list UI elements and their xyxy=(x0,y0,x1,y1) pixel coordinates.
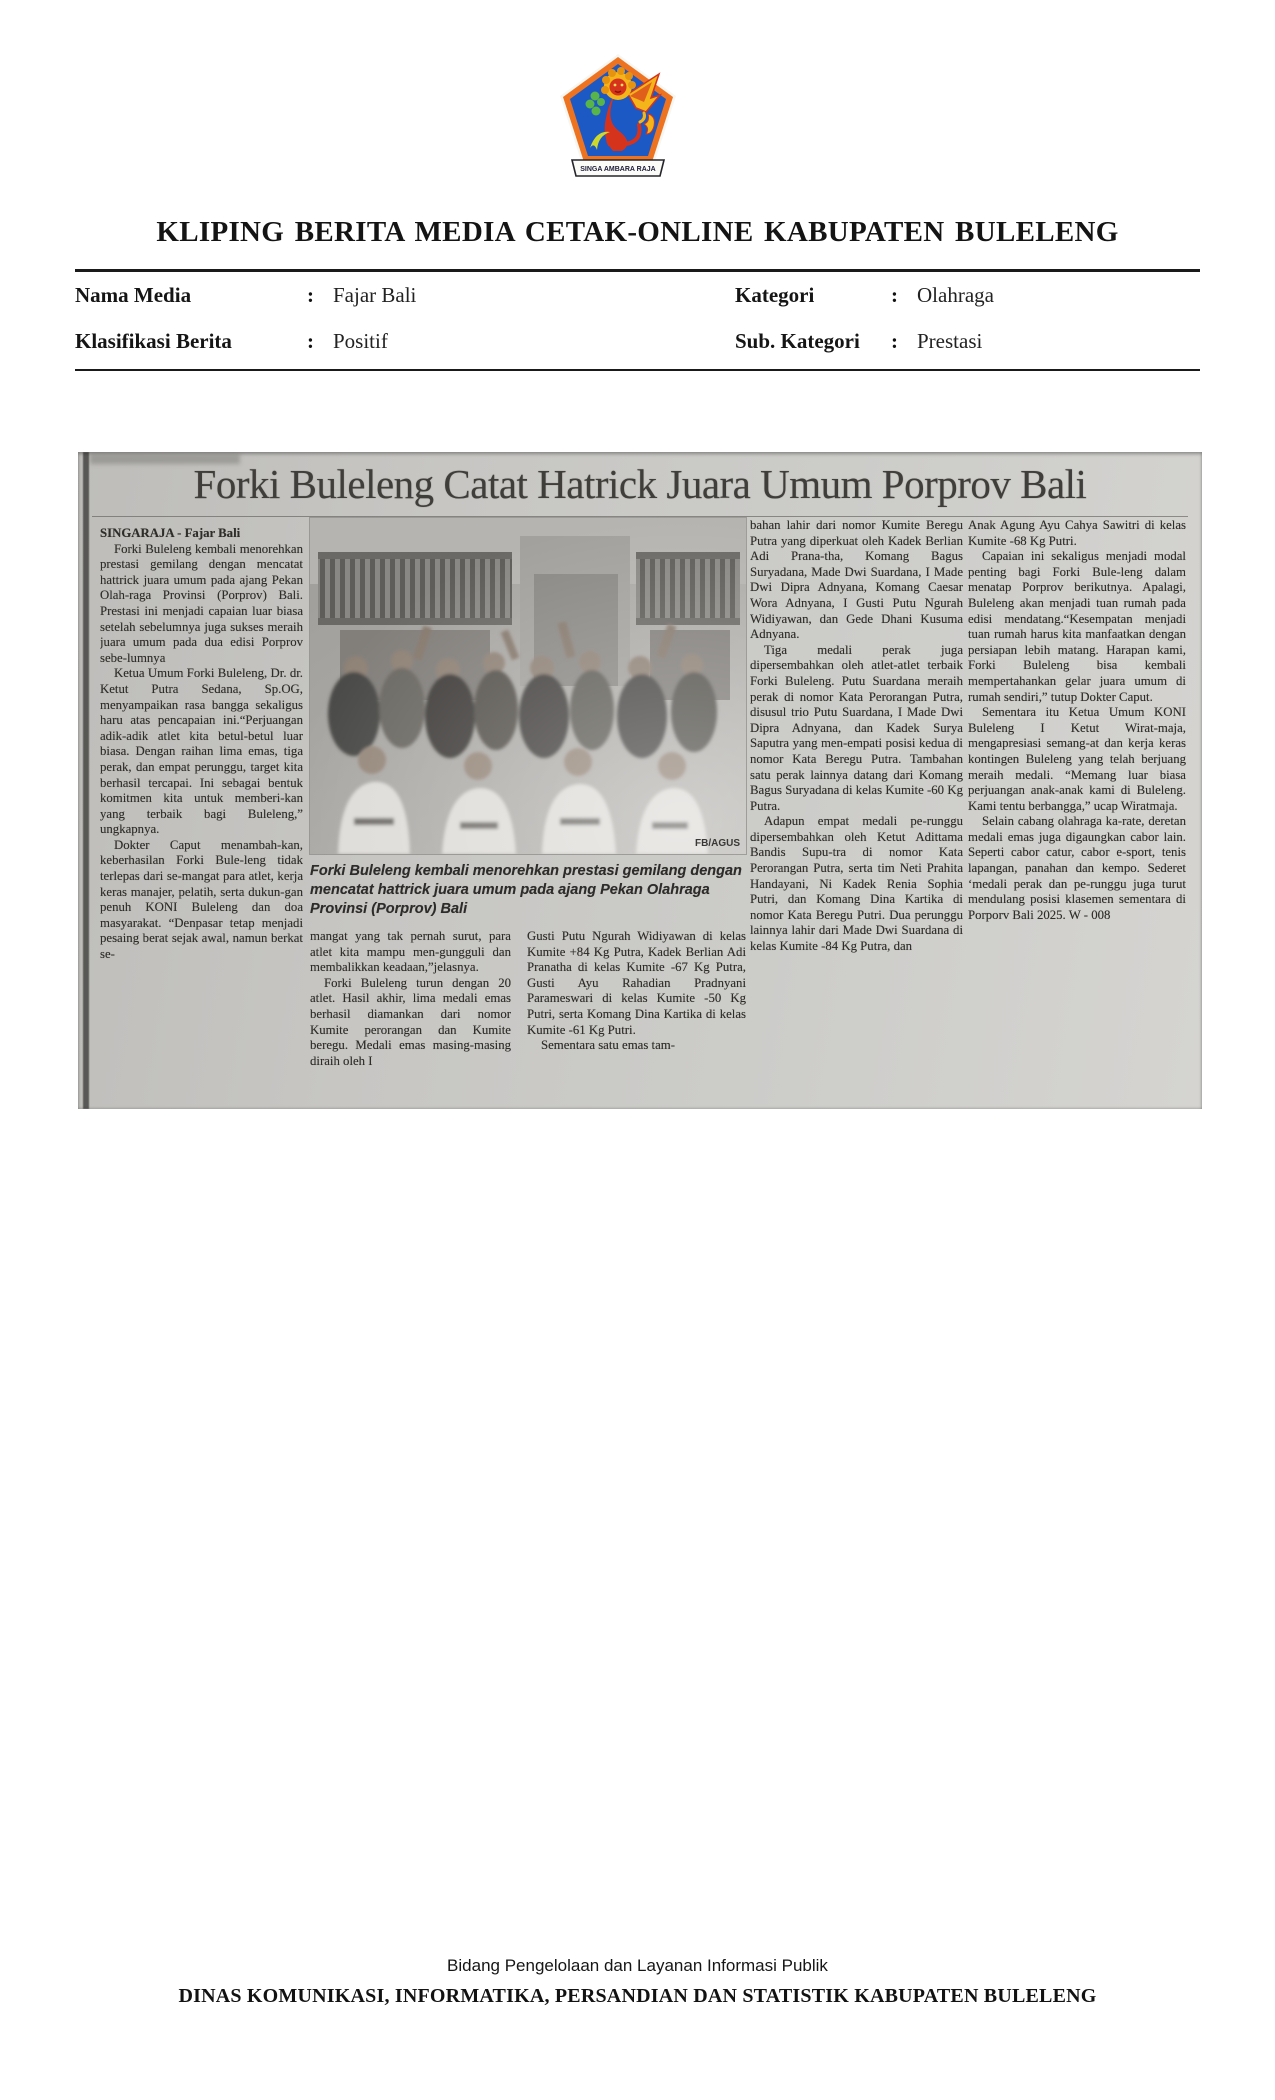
buleleng-regency-logo xyxy=(556,52,680,192)
article-column-4 xyxy=(750,518,963,1102)
article-photo xyxy=(310,518,746,854)
meta-colon: : xyxy=(307,283,314,307)
paragraph: Dokter Caput menambah-kan, keberhasilan Forki Bule-leng tidak terlepas dari se-mangat para atlet, kerja keras manajer, pelatih, serta dukun-gan penuh KONI Buleleng dan doa masyarakat. “Denpasar tetap menjadi pesaing berat sejak awal, namun berkat se- xyxy=(100,837,303,962)
meta-row-2 xyxy=(75,329,1200,363)
meta-nama-media xyxy=(75,283,735,317)
paragraph: Sementara satu emas tam- xyxy=(541,1038,675,1053)
meta-value: Prestasi xyxy=(917,329,983,353)
article-column-1 xyxy=(100,526,303,1102)
divider-top xyxy=(75,269,1200,272)
meta-colon: : xyxy=(307,329,314,353)
newspaper-clipping-scan xyxy=(78,452,1202,1109)
footer-division-line: Bidang Pengelolaan dan Layanan Informasi Publik xyxy=(447,1956,828,1975)
photo-caption: Forki Buleleng kembali menorehkan prestasi gemilang dengan mencatat hattrick juara umum pada ajang Pekan Olahraga Provinsi (Porprov) Bali xyxy=(310,863,742,917)
meta-value: Fajar Bali xyxy=(333,283,417,307)
meta-value: Olahraga xyxy=(917,283,994,307)
paragraph: Gusti Putu Ngurah Widiyawan di kelas Kumite +84 Kg Putra, Kadek Berlian Adi Pranatha di kelas Kumite -67 Kg Putra, Gusti Ayu Rahadian Pradnyani Parameswari di kelas Kumite -50 Kg Putri, serta Komang Dina Kartika di kelas Kumite -61 Kg Putri. xyxy=(527,929,746,1037)
meta-value: Positif xyxy=(333,329,388,353)
article-dateline: SINGARAJA - Fajar Bali xyxy=(100,526,241,540)
logo-banner-ribbon xyxy=(572,160,664,176)
divider-meta-bottom xyxy=(75,369,1200,371)
meta-klasifikasi xyxy=(75,329,735,363)
headline-rule xyxy=(92,516,1188,517)
article-column-2 xyxy=(310,929,511,1101)
meta-label: Kategori xyxy=(735,283,815,307)
paragraph: mangat yang tak pernah surut, para atlet kita mampu men-gungguli dan membalikkan keadaan,”jelasnya. xyxy=(310,929,511,975)
paragraph: bahan lahir dari nomor Kumite Beregu Putra yang diperkuat oleh Kadek Berlian Adi Prana-tha, Komang Bagus Suryadana, Made Dwi Suardana, I Made Dwi Dipra Adnyana, Komang Caesar Wora Adnyana, I Gusti Putu Ngurah Widiyawan, dan Gede Dhani Kusuma Adnyana. xyxy=(750,518,963,642)
meta-colon: : xyxy=(891,283,898,307)
paragraph: Tiga medali perak juga dipersembahkan oleh atlet-atlet terbaik Forki Buleleng. Putu Suardana meraih perak di nomor Kata Perorangan Putra, disusul trio Putu Suardana, I Made Dwi Dipra Adnyana, dan Kadek Surya Saputra yang men-empati posisi kedua di nomor Kata Beregu Putra. Tambahan satu perak lainnya datang dari Komang Bagus Suryadana di kelas Kumite -60 Kg Putra. xyxy=(750,642,963,813)
paragraph: Capaian ini sekaligus menjadi modal penting bagi Forki Bule-leng dalam menatap Porprov berikutnya. Apalagi, Buleleng akan menjadi tuan rumah pada edisi mendatang.“Kesempatan menjadi tuan rumah harus kita manfaatkan dengan persiapan lebih matang. Harapan kami, Forki Buleleng bisa kembali mempertahankan gelar juara umum di rumah sendiri,” tutup Dokter Caput. xyxy=(968,549,1186,704)
photo-credit: FB/AGUS xyxy=(695,838,740,849)
meta-kategori xyxy=(735,283,994,317)
karate-team-photo xyxy=(310,518,746,854)
meta-label: Nama Media xyxy=(75,283,192,307)
meta-row-1 xyxy=(75,283,1200,317)
meta-sub-kategori xyxy=(735,329,982,363)
page-title: KLIPING BERITA MEDIA CETAK-ONLINE KABUPATEN BULELENG xyxy=(156,216,1119,248)
article-column-5 xyxy=(968,518,1186,1102)
article-headline: Forki Buleleng Catat Hatrick Juara Umum Porprov Bali xyxy=(193,461,1087,507)
paragraph: Sementara itu Ketua Umum KONI Buleleng I Ketut Wirat-maja, mengapresiasi semang-at dan kerja keras kontingen Buleleng yang telah berjuang meraih medali. “Memang luar biasa perjuangan anak-anak kami di Buleleng. Kami tentu berbangga,” ucap Wiratmaja. xyxy=(968,705,1186,813)
paragraph: Forki Buleleng kembali menorehkan prestasi gemilang dengan mencatat hattrick juara umum pada ajang Pekan Olah-raga Provinsi (Porprov) Bali. Prestasi ini menjadi capaian luar biasa setelah sebelumnya juga sukses meraih juara umum pada dua edisi Porprov sebe-lumnya xyxy=(100,541,303,665)
paragraph: Adapun empat medali pe-runggu dipersembahkan oleh Ketut Adittama Bandis Supu-tra di nomor Kata Perorangan Putra, serta tim Neti Prahita Handayani, Ni Kadek Renia Sophia Putri, dan Komang Dina Kartika di nomor Kata Beregu Putri. Dua perunggu lainnya lahir dari Made Dwi Suardana di kelas Kumite -84 Kg Putra, dan xyxy=(750,814,963,954)
paragraph: Anak Agung Ayu Cahya Sawitri di kelas Kumite -68 Kg Putri. xyxy=(968,518,1186,548)
meta-label: Sub. Kategori xyxy=(735,329,860,353)
meta-colon: : xyxy=(891,329,898,353)
paragraph: Selain cabang olahraga ka-rate, deretan medali emas juga digaungkan cabor lain. Seperti cabor catur, cabor e-sport, tenis lapangan, panahan dan kempo. Sederet ‘medali perak dan pe-runggu juga turut mendulang posisi klasemen sementara di Porporv Bali 2025. W - 008 xyxy=(968,814,1186,922)
paragraph: Ketua Umum Forki Buleleng, Dr. dr. Ketut Putra Sedana, Sp.OG, menyampaikan rasa bangga sekaligus haru atas pencapaian ini.“Perjuangan adik-adik atlet kita betul-betul luar biasa. Dengan raihan lima emas, tiga perak, dan empat perunggu, target kita berhasil tercapai. Ini sebagai bentuk komitmen kita untuk memberi-kan yang terbaik bagi Buleleng,” ungkapnya. xyxy=(100,666,303,837)
meta-label: Klasifikasi Berita xyxy=(75,329,232,353)
logo-banner-text: SINGA AMBARA RAJA xyxy=(580,166,656,173)
article-column-3 xyxy=(527,929,746,1101)
paragraph: Forki Buleleng turun dengan 20 atlet. Hasil akhir, lima medali emas berhasil diamankan dari nomor Kumite perorangan dan Kumite beregu. Medali emas masing-masing diraih oleh I xyxy=(310,975,511,1068)
footer-agency-line: DINAS KOMUNIKASI, INFORMATIKA, PERSANDIAN DAN STATISTIK KABUPATEN BULELENG xyxy=(178,1985,1097,2007)
pentagon-crest-icon xyxy=(556,52,680,192)
